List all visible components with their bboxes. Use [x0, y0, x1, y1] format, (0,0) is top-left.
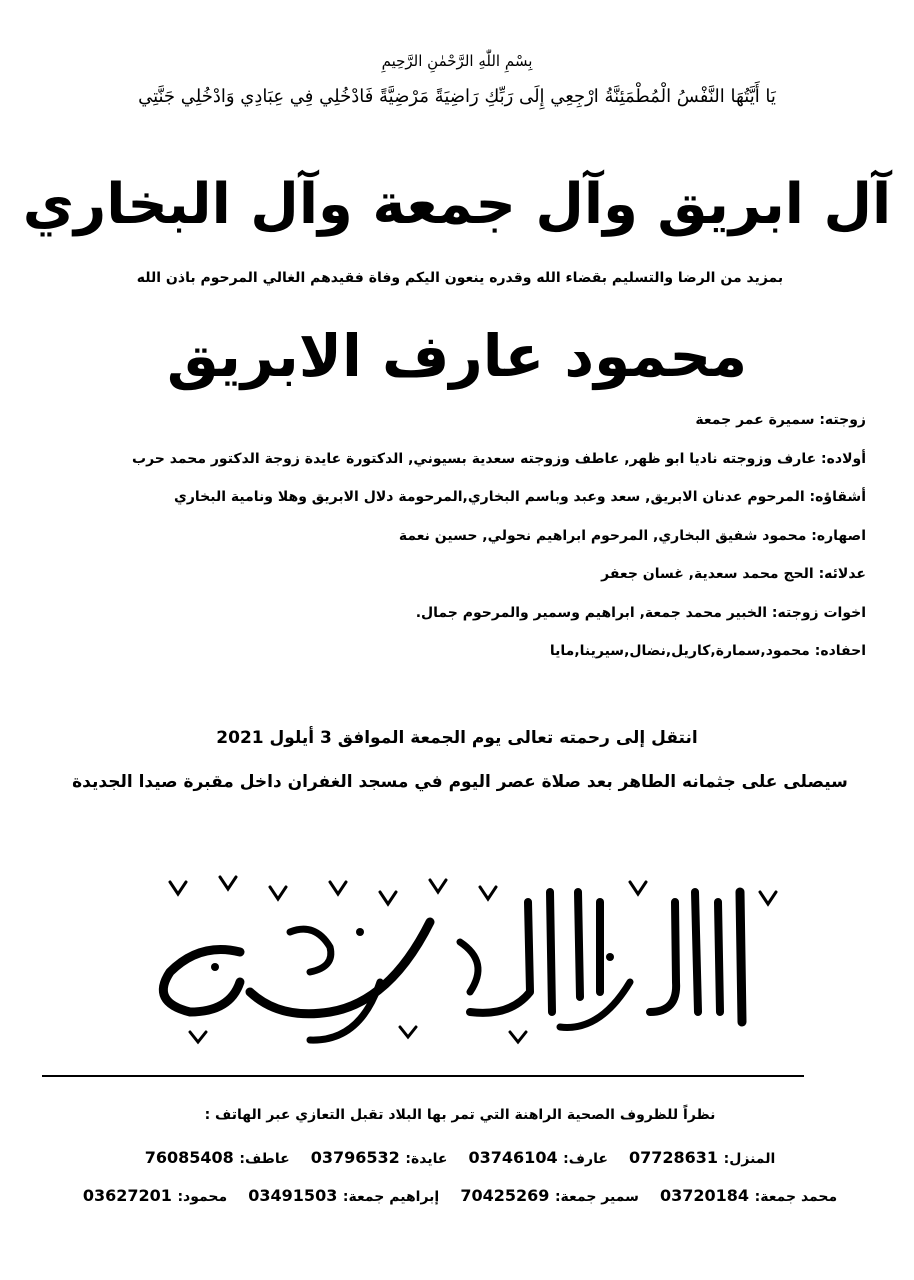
- phone-number: 03796532: [310, 1148, 400, 1167]
- relative-line-brothers-in-law: عدلائه: الحج محمد سعدية, غسان جعفر: [601, 566, 866, 582]
- phone-entry-atef: [145, 1148, 290, 1167]
- phone-number: 03720184: [659, 1186, 750, 1205]
- phone-entry-aref: [469, 1148, 608, 1167]
- phone-number: 07728631: [629, 1148, 719, 1167]
- phone-entry-aida: [311, 1148, 448, 1167]
- phone-entry-ibrahim-jomaa: [248, 1186, 439, 1205]
- phone-number: 03627201: [82, 1186, 172, 1205]
- phone-number: 76085408: [144, 1148, 234, 1167]
- families-heading: آل ابريق وآل جمعة وآل البخاري: [22, 172, 892, 237]
- phone-name: سمير جمعة:: [554, 1189, 639, 1205]
- phone-number: 03746104: [468, 1148, 558, 1167]
- relative-line-siblings: أشقاؤه: المرحوم عدنان الابريق, سعد وعبد وباسم البخاري,المرحومة دلال الابريق وهلا ونامية البخاري: [174, 489, 866, 505]
- phone-name: عاطف:: [239, 1151, 290, 1167]
- phone-entry-mohamad-jomaa: [660, 1186, 837, 1205]
- phone-entry-home: [629, 1148, 775, 1167]
- phone-entry-samir-jomaa: [460, 1186, 639, 1205]
- phone-name: إبراهيم جمعة:: [342, 1189, 440, 1205]
- funeral-prayer-notice: سيصلى على جثمانه الطاهر بعد صلاة عصر اليوم في مسجد الغفران داخل مقبرة صيدا الجديدة: [72, 772, 848, 792]
- phone-name: محمد جمعة:: [754, 1189, 838, 1205]
- relative-line-wife-siblings: اخوات زوجته: الخبير محمد جمعة, ابراهيم وسمير والمرحوم جمال.: [415, 604, 866, 621]
- relative-line-spouse: زوجته: سميرة عمر جمعة: [695, 412, 866, 428]
- phone-number: 70425269: [460, 1186, 550, 1205]
- calligraphy-image: [130, 862, 790, 1052]
- death-notice: انتقل إلى رحمته تعالى يوم الجمعة الموافق 3 أيلول 2021: [216, 728, 698, 748]
- phone-name: محمود:: [177, 1189, 228, 1205]
- phone-number: 03491503: [248, 1186, 338, 1205]
- divider-line: [42, 1075, 804, 1077]
- deceased-name: محمود عارف الابريق: [166, 322, 748, 390]
- phone-list-row-2: [40, 1186, 880, 1205]
- announcement-intro: بمزيد من الرضا والتسليم بقضاء الله وقدره ينعون اليكم وفاة فقيدهم الغالي المرحوم باذن الله: [136, 270, 784, 286]
- phone-entry-mahmoud: [83, 1186, 227, 1205]
- quran-verse: يَا أَيَّتُهَا النَّفْسُ الْمُطْمَئِنَّةُ ارْجِعِي إِلَى رَبِّكِ رَاضِيَةً مَرْضِيَّةً فَادْخُلِي فِي عِبَادِي وَادْخُلِي جَنَّتِي: [138, 86, 776, 107]
- basmala: بِسْمِ اللّٰهِ الرَّحْمٰنِ الرَّحِيمِ: [381, 52, 533, 70]
- phone-name: عايدة:: [405, 1151, 448, 1167]
- phone-name: المنزل:: [723, 1151, 776, 1167]
- phone-name: عارف:: [563, 1151, 608, 1167]
- relatives-list: [66, 412, 866, 682]
- relative-line-in-laws: اصهاره: محمود شفيق البخاري, المرحوم ابراهيم نحولي, حسين نعمة: [398, 527, 866, 544]
- condolence-note: نظراً للظروف الصحية الراهنة التي تمر بها البلاد تقبل التعازي عبر الهاتف :: [204, 1107, 716, 1123]
- relative-line-children: أولاده: عارف وزوجته ناديا ابو ظهر, عاطف وزوجته سعدية بسيوني, الدكتورة عايدة زوجة الدكتور محمد حرب: [132, 450, 866, 467]
- relative-line-grandchildren: احفاده: محمود,سمارة,كاريل,نضال,سيرينا,مايا: [549, 643, 866, 659]
- phone-list-row-1: [60, 1148, 860, 1167]
